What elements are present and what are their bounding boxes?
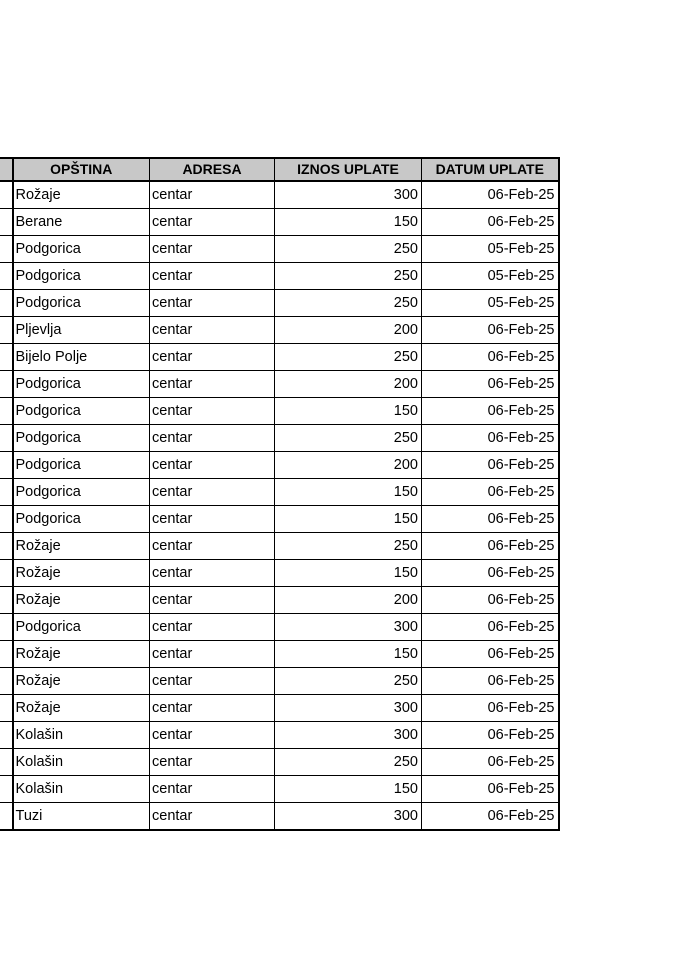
cell-cut-off	[0, 776, 13, 803]
table-row	[0, 344, 559, 371]
cell-adresa: centar	[150, 209, 275, 236]
cell-cut-off	[0, 236, 13, 263]
table-row	[0, 668, 559, 695]
table-row	[0, 614, 559, 641]
payments-table	[0, 157, 560, 831]
cell-datum-uplate: 06-Feb-25	[422, 344, 559, 371]
cell-iznos-uplate: 250	[275, 425, 422, 452]
table-row	[0, 803, 559, 831]
header-iznos-uplate: IZNOS UPLATE	[275, 158, 422, 181]
cell-cut-off	[0, 181, 13, 209]
cell-adresa: centar	[150, 587, 275, 614]
table-row	[0, 290, 559, 317]
table-row	[0, 533, 559, 560]
cell-adresa: centar	[150, 263, 275, 290]
cell-adresa: centar	[150, 344, 275, 371]
cell-cut-off	[0, 290, 13, 317]
cell-datum-uplate: 06-Feb-25	[422, 695, 559, 722]
cell-iznos-uplate: 150	[275, 398, 422, 425]
cell-cut-off	[0, 263, 13, 290]
cell-adresa: centar	[150, 236, 275, 263]
cell-cut-off	[0, 749, 13, 776]
cell-adresa: centar	[150, 695, 275, 722]
cell-opstina: Pljevlja	[13, 317, 150, 344]
cell-adresa: centar	[150, 317, 275, 344]
cell-iznos-uplate: 150	[275, 209, 422, 236]
table-row	[0, 209, 559, 236]
cell-cut-off	[0, 695, 13, 722]
cell-opstina: Berane	[13, 209, 150, 236]
cell-iznos-uplate: 200	[275, 371, 422, 398]
table-row	[0, 776, 559, 803]
cell-adresa: centar	[150, 181, 275, 209]
header-cell-cut-off	[0, 158, 13, 181]
table-row	[0, 452, 559, 479]
cell-cut-off	[0, 587, 13, 614]
cell-datum-uplate: 06-Feb-25	[422, 560, 559, 587]
cell-datum-uplate: 06-Feb-25	[422, 749, 559, 776]
cell-datum-uplate: 06-Feb-25	[422, 722, 559, 749]
cell-opstina: Rožaje	[13, 641, 150, 668]
cell-iznos-uplate: 250	[275, 344, 422, 371]
cell-datum-uplate: 06-Feb-25	[422, 425, 559, 452]
cell-adresa: centar	[150, 803, 275, 831]
table-row	[0, 181, 559, 209]
cell-opstina: Bijelo Polje	[13, 344, 150, 371]
cell-iznos-uplate: 300	[275, 722, 422, 749]
header-datum-uplate: DATUM UPLATE	[422, 158, 559, 181]
cell-opstina: Podgorica	[13, 371, 150, 398]
cell-adresa: centar	[150, 776, 275, 803]
cell-opstina: Podgorica	[13, 452, 150, 479]
cell-iznos-uplate: 150	[275, 506, 422, 533]
cell-cut-off	[0, 317, 13, 344]
cell-iznos-uplate: 150	[275, 560, 422, 587]
table-row	[0, 749, 559, 776]
cell-datum-uplate: 06-Feb-25	[422, 587, 559, 614]
cell-datum-uplate: 06-Feb-25	[422, 776, 559, 803]
cell-opstina: Rožaje	[13, 695, 150, 722]
cell-cut-off	[0, 560, 13, 587]
cell-datum-uplate: 05-Feb-25	[422, 236, 559, 263]
cell-cut-off	[0, 533, 13, 560]
cell-cut-off	[0, 209, 13, 236]
cell-iznos-uplate: 300	[275, 803, 422, 831]
table-row	[0, 317, 559, 344]
cell-opstina: Rožaje	[13, 181, 150, 209]
cell-datum-uplate: 06-Feb-25	[422, 209, 559, 236]
cell-datum-uplate: 06-Feb-25	[422, 371, 559, 398]
cell-datum-uplate: 06-Feb-25	[422, 506, 559, 533]
cell-adresa: centar	[150, 614, 275, 641]
cell-opstina: Podgorica	[13, 290, 150, 317]
cell-datum-uplate: 06-Feb-25	[422, 181, 559, 209]
cell-opstina: Rožaje	[13, 587, 150, 614]
cell-cut-off	[0, 803, 13, 831]
cell-adresa: centar	[150, 749, 275, 776]
cell-cut-off	[0, 371, 13, 398]
cell-datum-uplate: 05-Feb-25	[422, 263, 559, 290]
cell-datum-uplate: 06-Feb-25	[422, 533, 559, 560]
cell-iznos-uplate: 250	[275, 263, 422, 290]
table-row	[0, 506, 559, 533]
cell-opstina: Kolašin	[13, 749, 150, 776]
cell-datum-uplate: 06-Feb-25	[422, 452, 559, 479]
cell-iznos-uplate: 250	[275, 236, 422, 263]
table-row	[0, 641, 559, 668]
cell-cut-off	[0, 614, 13, 641]
table-row	[0, 722, 559, 749]
table-row	[0, 371, 559, 398]
table-row	[0, 425, 559, 452]
cell-datum-uplate: 05-Feb-25	[422, 290, 559, 317]
header-adresa: ADRESA	[150, 158, 275, 181]
cell-opstina: Podgorica	[13, 263, 150, 290]
cell-cut-off	[0, 641, 13, 668]
cell-opstina: Rožaje	[13, 668, 150, 695]
cell-datum-uplate: 06-Feb-25	[422, 398, 559, 425]
cell-adresa: centar	[150, 641, 275, 668]
table-body	[0, 181, 559, 830]
cell-adresa: centar	[150, 479, 275, 506]
cell-adresa: centar	[150, 371, 275, 398]
table-row	[0, 695, 559, 722]
cell-iznos-uplate: 150	[275, 776, 422, 803]
cell-opstina: Rožaje	[13, 533, 150, 560]
cell-cut-off	[0, 479, 13, 506]
cell-datum-uplate: 06-Feb-25	[422, 803, 559, 831]
table-row	[0, 587, 559, 614]
cell-cut-off	[0, 398, 13, 425]
cell-adresa: centar	[150, 533, 275, 560]
cell-iznos-uplate: 150	[275, 641, 422, 668]
header-opstina: OPŠTINA	[13, 158, 150, 181]
cell-cut-off	[0, 425, 13, 452]
cell-opstina: Kolašin	[13, 722, 150, 749]
cell-adresa: centar	[150, 425, 275, 452]
cell-datum-uplate: 06-Feb-25	[422, 614, 559, 641]
cell-adresa: centar	[150, 452, 275, 479]
cell-datum-uplate: 06-Feb-25	[422, 317, 559, 344]
table-row	[0, 479, 559, 506]
cell-cut-off	[0, 668, 13, 695]
cell-cut-off	[0, 506, 13, 533]
table-row	[0, 263, 559, 290]
cell-datum-uplate: 06-Feb-25	[422, 668, 559, 695]
cell-datum-uplate: 06-Feb-25	[422, 479, 559, 506]
cell-opstina: Kolašin	[13, 776, 150, 803]
cell-iznos-uplate: 250	[275, 668, 422, 695]
cell-cut-off	[0, 722, 13, 749]
cell-adresa: centar	[150, 668, 275, 695]
cell-opstina: Podgorica	[13, 614, 150, 641]
cell-iznos-uplate: 300	[275, 695, 422, 722]
cell-iznos-uplate: 200	[275, 317, 422, 344]
cell-iznos-uplate: 300	[275, 614, 422, 641]
cell-opstina: Podgorica	[13, 479, 150, 506]
cell-adresa: centar	[150, 722, 275, 749]
cell-cut-off	[0, 452, 13, 479]
cell-opstina: Rožaje	[13, 560, 150, 587]
cell-adresa: centar	[150, 290, 275, 317]
table-row	[0, 398, 559, 425]
cell-opstina: Tuzi	[13, 803, 150, 831]
cell-opstina: Podgorica	[13, 425, 150, 452]
cell-iznos-uplate: 150	[275, 479, 422, 506]
cell-adresa: centar	[150, 398, 275, 425]
cell-cut-off	[0, 344, 13, 371]
cell-opstina: Podgorica	[13, 506, 150, 533]
cell-adresa: centar	[150, 506, 275, 533]
table-row	[0, 236, 559, 263]
header-row	[0, 158, 559, 181]
cell-iznos-uplate: 300	[275, 181, 422, 209]
cell-datum-uplate: 06-Feb-25	[422, 641, 559, 668]
cell-iznos-uplate: 200	[275, 452, 422, 479]
cell-iznos-uplate: 250	[275, 290, 422, 317]
cell-opstina: Podgorica	[13, 236, 150, 263]
cell-iznos-uplate: 200	[275, 587, 422, 614]
cell-adresa: centar	[150, 560, 275, 587]
cell-iznos-uplate: 250	[275, 533, 422, 560]
cell-opstina: Podgorica	[13, 398, 150, 425]
table-row	[0, 560, 559, 587]
cell-iznos-uplate: 250	[275, 749, 422, 776]
